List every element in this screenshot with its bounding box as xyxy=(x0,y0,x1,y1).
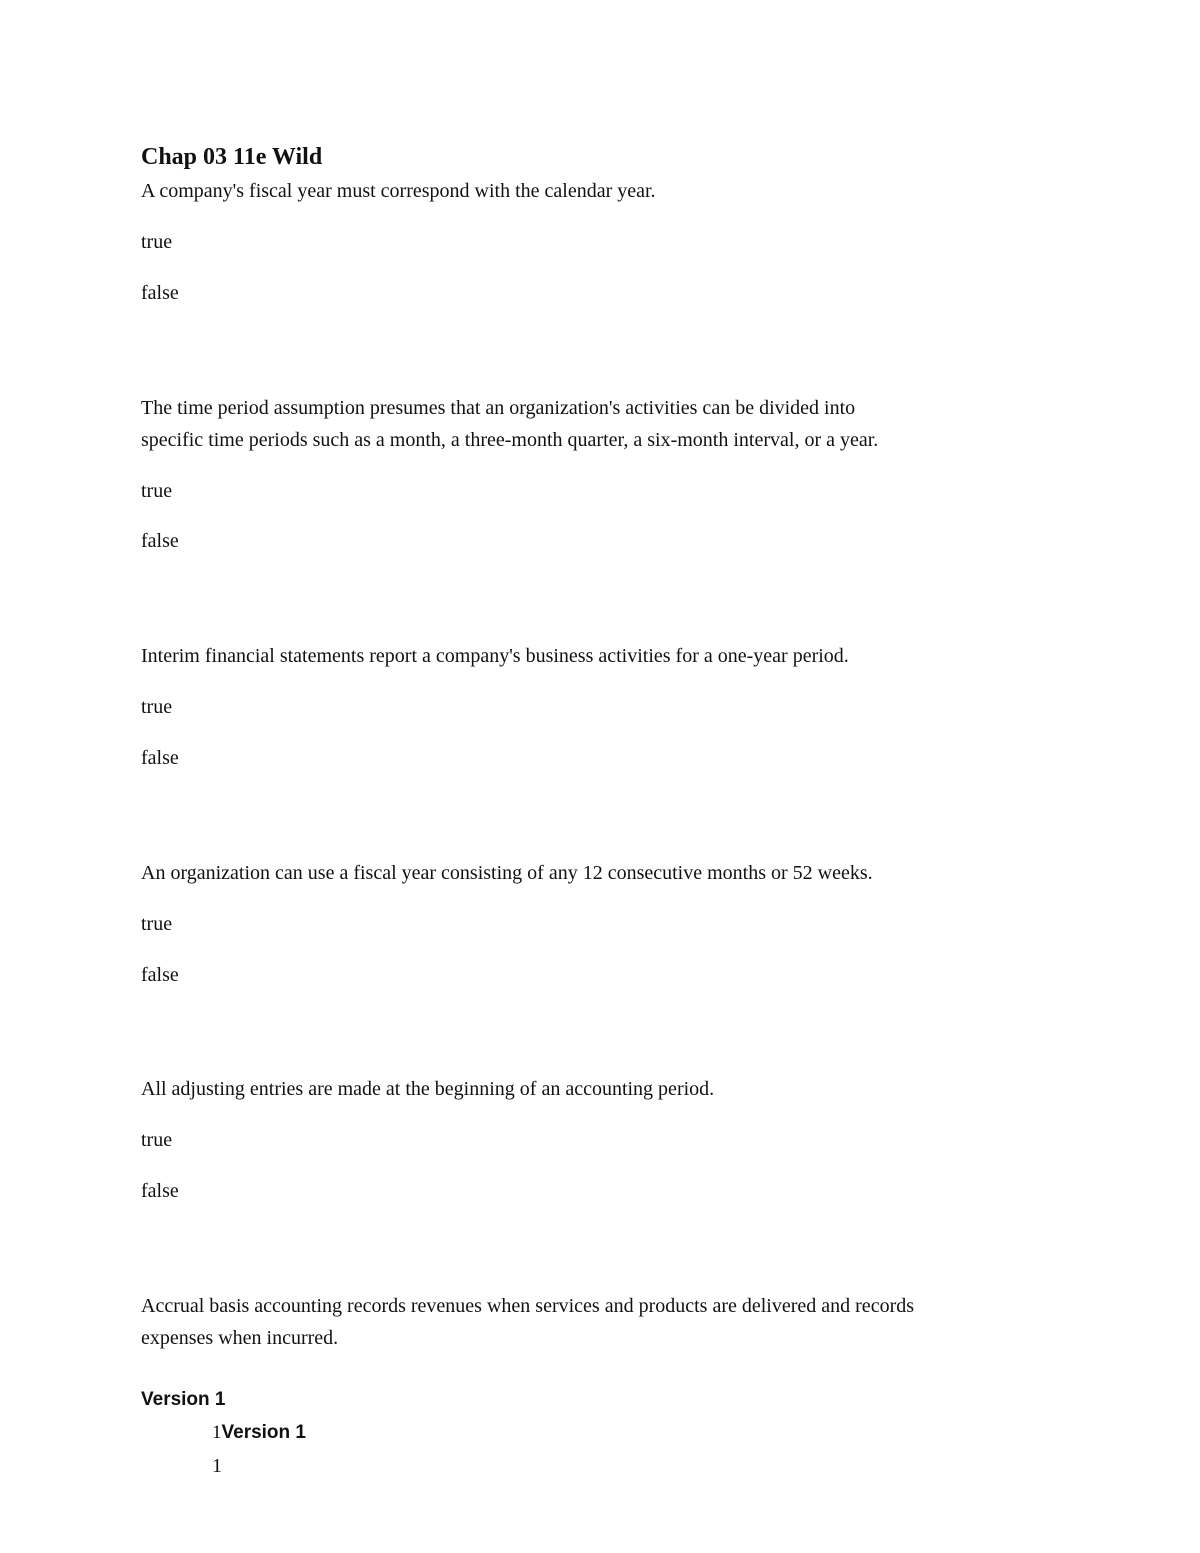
version-label: Version 1 xyxy=(141,1389,226,1410)
question-4-option-false: false xyxy=(141,964,179,986)
document-title: Chap 03 11e Wild xyxy=(141,144,323,170)
question-3-option-true: true xyxy=(141,696,173,718)
question-5-option-false: false xyxy=(141,1180,179,1202)
question-3-text-line-1: Interim financial statements report a company's business activities for a one-year period. xyxy=(141,645,849,667)
question-5-text-line-1: All adjusting entries are made at the beginning of an accounting period. xyxy=(141,1078,715,1100)
sub-version-row xyxy=(212,1420,306,1446)
sub-version-label: Version 1 xyxy=(221,1422,306,1443)
question-6-text-line-2: expenses when incurred. xyxy=(141,1327,339,1349)
question-1-text-line-1: A company's fiscal year must correspond with the calendar year. xyxy=(141,180,656,202)
question-2-option-true: true xyxy=(141,480,173,502)
question-4-text-line-1: An organization can use a fiscal year consisting of any 12 consecutive months or 52 weeks. xyxy=(141,862,873,884)
question-2-text-line-2: specific time periods such as a month, a three-month quarter, a six-month interval, or a year. xyxy=(141,429,879,451)
question-4-option-true: true xyxy=(141,913,173,935)
sub-version-number: 1 xyxy=(212,1422,222,1443)
question-3-option-false: false xyxy=(141,747,179,769)
question-1-option-true: true xyxy=(141,231,173,253)
question-6-text-line-1: Accrual basis accounting records revenues when services and products are delivered and records xyxy=(141,1295,915,1317)
question-2-text-line-1: The time period assumption presumes that an organization's activities can be divided into xyxy=(141,397,856,419)
question-1-option-false: false xyxy=(141,282,179,304)
question-2-option-false: false xyxy=(141,530,179,552)
question-5-option-true: true xyxy=(141,1129,173,1151)
trailing-number: 1 xyxy=(212,1455,222,1477)
